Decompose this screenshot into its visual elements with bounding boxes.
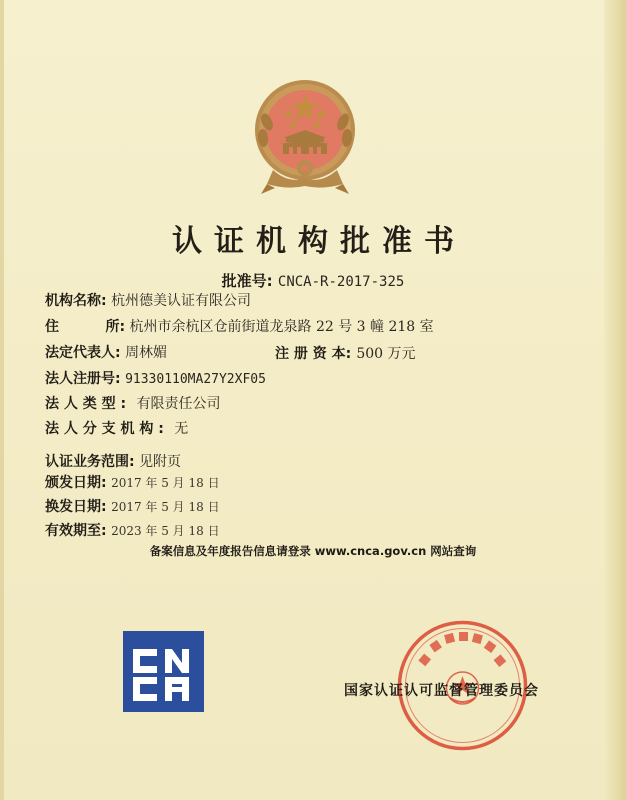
- valid-until-label: 有效期至:: [45, 523, 107, 539]
- registry-notice: 备案信息及年度报告信息请登录 www.cnca.gov.cn 网站查询: [149, 544, 477, 558]
- certificate-title: 认证机构批准书: [172, 224, 466, 259]
- institution-label: 机构名称:: [45, 293, 107, 309]
- capital-label: 注 册 资 本:: [275, 346, 352, 362]
- registration-row: [45, 368, 266, 390]
- reissue-date-label: 换发日期:: [45, 499, 107, 515]
- scope-label: 认证业务范围:: [45, 454, 135, 470]
- national-emblem-icon: [253, 72, 357, 196]
- entity-type-value: 有限责任公司: [136, 396, 221, 412]
- scope-row: [45, 451, 181, 473]
- approval-number-value: CNCA-R-2017-325: [277, 274, 405, 290]
- address-value: 杭州市余杭区仓前街道龙泉路 22 号 3 幢 218 室: [129, 319, 434, 335]
- issue-date-label: 颁发日期:: [45, 475, 107, 491]
- entity-type-row: [45, 393, 221, 415]
- institution-row: [45, 290, 251, 312]
- branch-row: [45, 418, 188, 440]
- capital-field: [275, 342, 416, 364]
- institution-value: 杭州德美认证有限公司: [111, 293, 252, 309]
- cnca-logo-mark: [123, 631, 204, 712]
- reissue-date-row: [45, 496, 220, 518]
- branch-value: 无: [174, 421, 189, 437]
- entity-type-label: 法 人 类 型 :: [45, 396, 127, 412]
- registration-value: 91330110MA27Y2XF05: [125, 372, 266, 387]
- address-row: [45, 316, 434, 338]
- issue-date-row: [45, 472, 220, 494]
- scope-value: 见附页: [139, 454, 182, 470]
- valid-until-value: 2023 年 5 月 18 日: [111, 524, 220, 538]
- legal-rep-row: [45, 342, 167, 364]
- valid-until-row: [45, 520, 220, 542]
- issue-date-value: 2017 年 5 月 18 日: [111, 476, 220, 490]
- paper-edge-left: [0, 0, 4, 800]
- registration-label: 法人注册号:: [45, 371, 121, 387]
- branch-label: 法 人 分 支 机 构 :: [45, 421, 164, 437]
- legal-rep-value: 周林媚: [125, 345, 168, 361]
- paper-edge-right: [604, 0, 626, 800]
- legal-rep-label: 法定代表人:: [45, 345, 121, 361]
- capital-value: 500 万元: [356, 346, 416, 362]
- address-label-first: 住: [45, 319, 59, 335]
- issuing-authority: 国家认证认可监督管理委员会: [344, 683, 539, 699]
- cnca-logo-icon: [123, 631, 204, 712]
- address-label-second: 所:: [105, 319, 126, 335]
- reissue-date-value: 2017 年 5 月 18 日: [111, 500, 220, 514]
- approval-number-label: 批准号:: [221, 272, 273, 290]
- approval-number-line: [0, 270, 626, 291]
